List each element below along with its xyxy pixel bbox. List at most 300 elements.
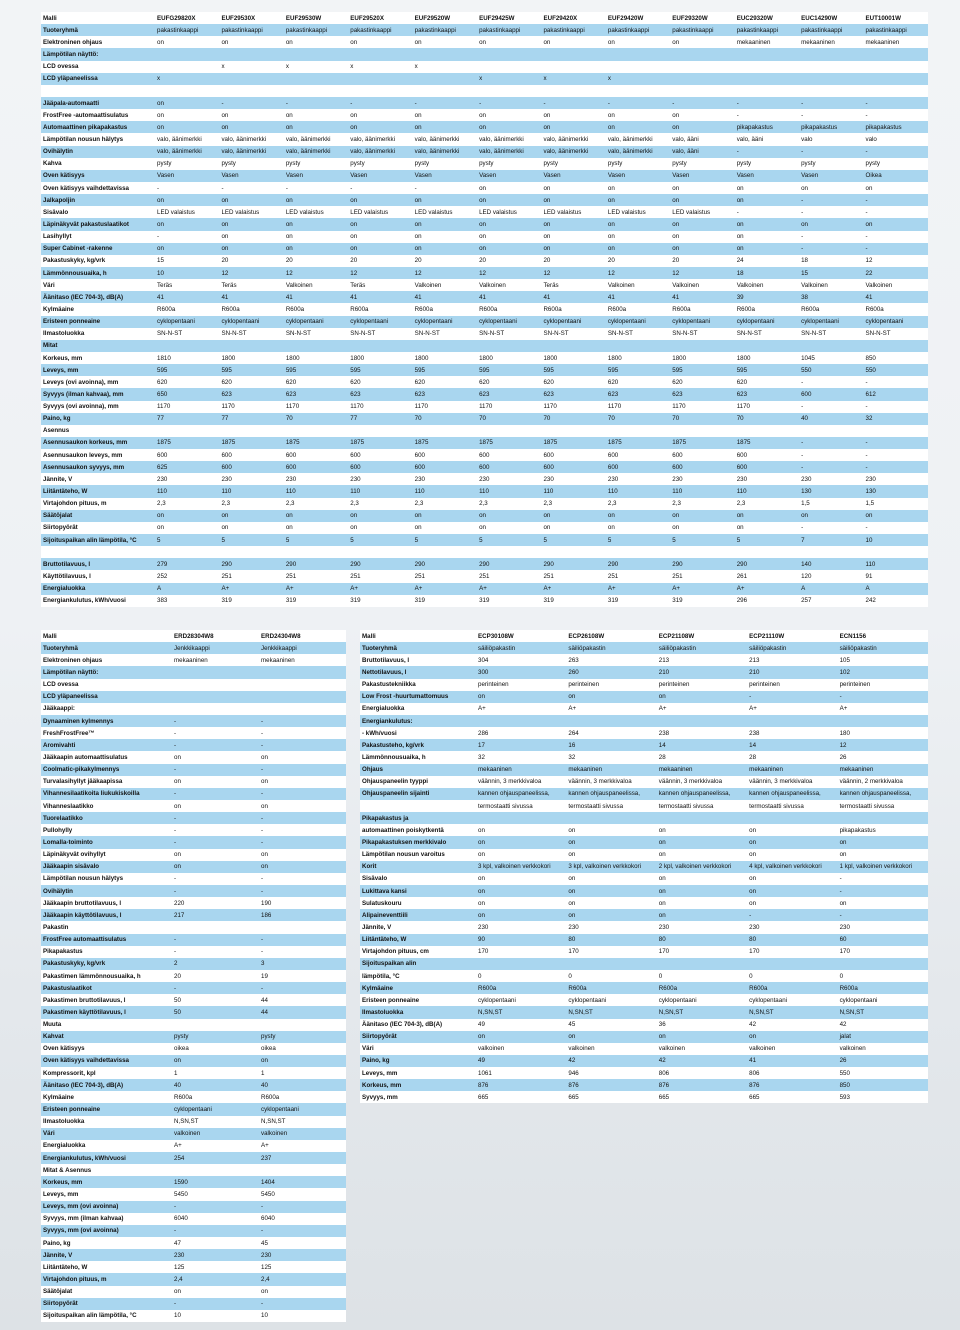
row-label: Dynaaminen kylmennys [41, 715, 172, 727]
value-cell: 254 [172, 1152, 259, 1164]
value-cell: R600a [864, 303, 929, 315]
value-cell: 110 [413, 485, 477, 497]
value-cell: - [284, 182, 348, 194]
value-cell: on [348, 109, 412, 121]
row-label: FrostFree -automaattisulatus [41, 109, 155, 121]
value-cell: - [838, 909, 928, 921]
value-cell: 42 [566, 1055, 656, 1067]
value-cell [477, 48, 541, 60]
value-cell: on [606, 231, 670, 243]
value-cell: 600 [670, 449, 734, 461]
value-cell [670, 85, 734, 97]
header-row [41, 630, 346, 642]
row-label: Siirtopyörät [41, 1298, 172, 1310]
value-cell: mekaaninen [838, 764, 928, 776]
value-cell [172, 691, 259, 703]
value-cell: 28 [657, 751, 747, 763]
value-cell: A+ [476, 703, 566, 715]
value-cell: 230 [476, 921, 566, 933]
table-row [41, 1006, 346, 1018]
value-cell [259, 703, 346, 715]
row-label: Jännite, V [41, 1249, 172, 1261]
value-cell: SN-N-ST [606, 328, 670, 340]
value-cell: A [155, 583, 219, 595]
value-cell: - [172, 788, 259, 800]
value-cell: - [864, 437, 929, 449]
value-cell: LED valaistus [670, 206, 734, 218]
table-row [41, 1079, 346, 1091]
value-cell: on [413, 231, 477, 243]
value-cell: pysty [670, 158, 734, 170]
value-cell: x [477, 73, 541, 85]
value-cell: - [259, 739, 346, 751]
value-cell: on [477, 231, 541, 243]
value-cell [606, 340, 670, 352]
value-cell: A+ [838, 703, 928, 715]
value-cell: 12 [284, 267, 348, 279]
value-cell: cyklopentaani [541, 316, 605, 328]
value-cell: 600 [799, 388, 863, 400]
value-cell: - [864, 449, 929, 461]
value-cell: SN-N-ST [219, 328, 283, 340]
table-row [41, 1031, 346, 1043]
value-cell: 1875 [348, 437, 412, 449]
model-header-cell: EUC29320W [735, 12, 799, 24]
value-cell [735, 61, 799, 73]
value-cell: on [799, 510, 863, 522]
row-label: Pikapakastus ja [360, 812, 476, 824]
value-cell: 213 [657, 654, 747, 666]
row-label: Lämpötilan nousun varoitus [360, 849, 476, 861]
row-label: Coolmatic-pikakylmennys [41, 764, 172, 776]
table-row [41, 401, 928, 413]
value-cell: pakastinkaappi [735, 24, 799, 36]
model-header-cell: EUF29420X [541, 12, 605, 24]
value-cell: 1 [172, 1067, 259, 1079]
value-cell: on [735, 194, 799, 206]
value-cell: 595 [541, 364, 605, 376]
header-row [360, 630, 928, 642]
value-cell: 80 [657, 934, 747, 946]
value-cell: 620 [606, 376, 670, 388]
value-cell [413, 48, 477, 60]
model-header-cell: ERD24304W8 [259, 630, 346, 642]
value-cell: - [799, 376, 863, 388]
value-cell: 665 [747, 1091, 837, 1103]
value-cell: on [219, 243, 283, 255]
value-cell [657, 958, 747, 970]
value-cell: on [413, 194, 477, 206]
value-cell: 623 [670, 388, 734, 400]
value-cell: x [606, 73, 670, 85]
value-cell: - [259, 885, 346, 897]
value-cell: 130 [799, 485, 863, 497]
value-cell: 242 [864, 595, 929, 607]
value-cell: 42 [838, 1019, 928, 1031]
value-cell: 3 kpl, valkoinen verkkokori [476, 861, 566, 873]
value-cell: valo, ääni [670, 146, 734, 158]
value-cell: jalat [838, 1031, 928, 1043]
model-header-cell: ECN1156 [838, 630, 928, 642]
value-cell: R600a [259, 1091, 346, 1103]
value-cell: A+ [566, 703, 656, 715]
row-label: Ohjauspaneelin tyyppi [360, 776, 476, 788]
value-cell: 40 [259, 1079, 346, 1091]
value-cell: 319 [541, 595, 605, 607]
value-cell: 620 [670, 376, 734, 388]
value-cell: 1875 [606, 437, 670, 449]
value-cell: Vasen [670, 170, 734, 182]
value-cell [172, 1164, 259, 1176]
value-cell: A+ [657, 703, 747, 715]
value-cell: 238 [657, 727, 747, 739]
value-cell: 41 [747, 1055, 837, 1067]
value-cell: 41 [155, 291, 219, 303]
row-label: lämpötila, °C [360, 970, 476, 982]
value-cell [799, 425, 863, 437]
value-cell [838, 715, 928, 727]
row-label: Jääkaapin automaattisulatus [41, 751, 172, 763]
value-cell: on [172, 1286, 259, 1298]
value-cell: on [657, 897, 747, 909]
value-cell: 1061 [476, 1067, 566, 1079]
table-row [360, 994, 928, 1006]
table-row [360, 812, 928, 824]
value-cell: valo, äänimerkki [541, 146, 605, 158]
value-cell: R600a [413, 303, 477, 315]
table-row [360, 666, 928, 678]
row-label: Asennus [41, 425, 155, 437]
value-cell: 12 [219, 267, 283, 279]
value-cell: on [670, 522, 734, 534]
value-cell: 319 [219, 595, 283, 607]
value-cell: on [747, 836, 837, 848]
value-cell [219, 73, 283, 85]
value-cell: on [735, 243, 799, 255]
value-cell: - [172, 946, 259, 958]
value-cell: A+ [172, 1140, 259, 1152]
table-row [360, 873, 928, 885]
value-cell: on [566, 1031, 656, 1043]
value-cell: N,SN,ST [259, 1116, 346, 1128]
value-cell: 319 [413, 595, 477, 607]
value-cell: 20 [541, 255, 605, 267]
table-row [41, 885, 346, 897]
table-row [41, 679, 346, 691]
value-cell: 876 [747, 1079, 837, 1091]
row-label: Ilmastoluokka [41, 1116, 172, 1128]
value-cell: on [348, 218, 412, 230]
table-row [41, 170, 928, 182]
value-cell: 230 [799, 473, 863, 485]
value-cell: 80 [566, 934, 656, 946]
value-cell: 41 [606, 291, 670, 303]
value-cell: 3 [259, 958, 346, 970]
table-row [41, 303, 928, 315]
value-cell: 16 [566, 739, 656, 751]
model-header-cell: EUC14290W [799, 12, 863, 24]
value-cell: on [477, 522, 541, 534]
table-row [360, 751, 928, 763]
value-cell: 12 [606, 267, 670, 279]
value-cell: 12 [477, 267, 541, 279]
model-header-cell: EUF29520W [413, 12, 477, 24]
value-cell: on [348, 36, 412, 48]
value-cell: 12 [670, 267, 734, 279]
value-cell: R600a [348, 303, 412, 315]
value-cell: kannen ohjauspaneelissa, [747, 788, 837, 800]
value-cell: Valkoinen [735, 279, 799, 291]
table-row [41, 437, 928, 449]
value-cell: on [799, 182, 863, 194]
value-cell: - [259, 982, 346, 994]
row-label: Jääkaappi: [41, 703, 172, 715]
value-cell: on [476, 836, 566, 848]
value-cell [219, 425, 283, 437]
value-cell: - [259, 788, 346, 800]
value-cell: on [284, 510, 348, 522]
value-cell: on [838, 849, 928, 861]
value-cell: 595 [670, 364, 734, 376]
value-cell: on [476, 897, 566, 909]
table-row [360, 1031, 928, 1043]
value-cell: on [477, 182, 541, 194]
value-cell: 5 [284, 534, 348, 546]
value-cell: on [566, 824, 656, 836]
value-cell: 18 [799, 255, 863, 267]
value-cell: - [838, 885, 928, 897]
table-row [360, 776, 928, 788]
value-cell: on [259, 751, 346, 763]
value-cell [348, 73, 412, 85]
value-cell: 251 [219, 570, 283, 582]
value-cell [735, 73, 799, 85]
value-cell: on [541, 522, 605, 534]
value-cell: 26 [838, 1055, 928, 1067]
value-cell: - [799, 97, 863, 109]
value-cell: 623 [284, 388, 348, 400]
row-label: Syvyys (ovi avoinna), mm [41, 401, 155, 413]
value-cell: 600 [541, 461, 605, 473]
value-cell: on [541, 510, 605, 522]
value-cell: 612 [864, 388, 929, 400]
value-cell [838, 958, 928, 970]
value-cell: - [284, 97, 348, 109]
value-cell: - [799, 522, 863, 534]
row-label: Ovihälytin [41, 146, 155, 158]
value-cell: 595 [348, 364, 412, 376]
value-cell [606, 546, 670, 558]
value-cell: 12 [864, 255, 929, 267]
value-cell [284, 340, 348, 352]
table-row [41, 388, 928, 400]
value-cell [566, 958, 656, 970]
value-cell: - [172, 715, 259, 727]
value-cell: 1800 [670, 352, 734, 364]
header-row [41, 12, 928, 24]
value-cell [413, 340, 477, 352]
value-cell: SN-N-ST [155, 328, 219, 340]
table-row [41, 1116, 346, 1128]
value-cell: 180 [838, 727, 928, 739]
value-cell: 2,3 [735, 498, 799, 510]
value-cell: on [566, 849, 656, 861]
table-row [360, 885, 928, 897]
table-row [360, 982, 928, 994]
value-cell: on [670, 231, 734, 243]
row-label: Oven kätisyys [41, 1043, 172, 1055]
value-cell: 19 [259, 970, 346, 982]
value-cell: on [541, 231, 605, 243]
row-label: Automaattinen pikapakastus [41, 121, 155, 133]
row-label: Syvyys, mm (ilman kahvaa) [41, 1213, 172, 1225]
value-cell: Vasen [413, 170, 477, 182]
value-cell: on [477, 36, 541, 48]
value-cell: on [566, 885, 656, 897]
value-cell: valkoinen [657, 1043, 747, 1055]
table-row [41, 316, 928, 328]
row-label: Energialuokka [41, 1140, 172, 1152]
value-cell: on [747, 849, 837, 861]
value-cell: - [172, 873, 259, 885]
table-row [41, 48, 928, 60]
value-cell: 130 [864, 485, 929, 497]
value-cell: 595 [413, 364, 477, 376]
value-cell: kannen ohjauspaneelissa, [476, 788, 566, 800]
value-cell [864, 425, 929, 437]
row-label: Tuoteryhmä [41, 24, 155, 36]
value-cell [413, 425, 477, 437]
value-cell: 595 [219, 364, 283, 376]
value-cell: 1800 [735, 352, 799, 364]
table-row [41, 1273, 346, 1285]
value-cell: R600a [172, 1091, 259, 1103]
value-cell: pikapakastus [864, 121, 929, 133]
row-label: Väri [41, 279, 155, 291]
value-cell: LED valaistus [413, 206, 477, 218]
value-cell: A+ [747, 703, 837, 715]
table-row [41, 727, 346, 739]
value-cell [670, 340, 734, 352]
value-cell: 7 [799, 534, 863, 546]
value-cell: 217 [172, 909, 259, 921]
row-label: Siirtopyörät [360, 1031, 476, 1043]
table-row [360, 824, 928, 836]
table-row [360, 970, 928, 982]
table-row [41, 291, 928, 303]
table-row [41, 1091, 346, 1103]
value-cell: säiliöpakastin [476, 642, 566, 654]
value-cell: 230 [670, 473, 734, 485]
value-cell: cyklopentaani [477, 316, 541, 328]
value-cell: on [172, 800, 259, 812]
value-cell [566, 812, 656, 824]
value-cell: 252 [155, 570, 219, 582]
value-cell [864, 48, 929, 60]
value-cell: 319 [348, 595, 412, 607]
value-cell: A+ [735, 583, 799, 595]
value-cell: pysty [864, 158, 929, 170]
value-cell: on [747, 824, 837, 836]
row-label: - kWh/vuosi [360, 727, 476, 739]
value-cell: 41 [284, 291, 348, 303]
value-cell: 620 [348, 376, 412, 388]
row-label: Leveys, mm [360, 1067, 476, 1079]
value-cell: A+ [219, 583, 283, 595]
row-label: Pikapakastuksen merkkivalo [360, 836, 476, 848]
value-cell: 102 [838, 666, 928, 678]
table-row [41, 1128, 346, 1140]
value-cell: 1875 [155, 437, 219, 449]
value-cell: 620 [541, 376, 605, 388]
value-cell: 20 [477, 255, 541, 267]
value-cell: on [155, 510, 219, 522]
value-cell: 1800 [413, 352, 477, 364]
value-cell [838, 812, 928, 824]
value-cell: pakastinkaappi [799, 24, 863, 36]
value-cell: 3 kpl, valkoinen verkkokori [566, 861, 656, 873]
value-cell: on [259, 1286, 346, 1298]
value-cell: kannen ohjauspaneelissa, [838, 788, 928, 800]
value-cell: 623 [606, 388, 670, 400]
value-cell: 32 [566, 751, 656, 763]
value-cell: 70 [413, 413, 477, 425]
value-cell: 620 [155, 376, 219, 388]
value-cell: 290 [284, 558, 348, 570]
value-cell: on [259, 1055, 346, 1067]
row-label: Korkeus, mm [41, 1176, 172, 1188]
table-row [41, 958, 346, 970]
value-cell: 600 [477, 449, 541, 461]
value-cell: 238 [747, 727, 837, 739]
value-cell: 91 [864, 570, 929, 582]
value-cell: on [284, 121, 348, 133]
value-cell: 600 [348, 461, 412, 473]
value-cell: on [657, 909, 747, 921]
value-cell: valo, äänimerkki [477, 133, 541, 145]
value-cell [155, 340, 219, 352]
value-cell: 251 [541, 570, 605, 582]
value-cell: - [735, 109, 799, 121]
value-cell: on [155, 97, 219, 109]
value-cell: 290 [219, 558, 283, 570]
value-cell: säiliöpakastin [657, 642, 747, 654]
value-cell: on [657, 849, 747, 861]
value-cell: 595 [735, 364, 799, 376]
value-cell: - [864, 461, 929, 473]
value-cell: on [219, 218, 283, 230]
row-label: LCD ovessa [41, 61, 155, 73]
value-cell: 600 [670, 461, 734, 473]
row-label: Virtajohdon pituus, m [41, 498, 155, 510]
value-cell: 70 [541, 413, 605, 425]
value-cell [670, 61, 734, 73]
value-cell: 1,5 [864, 498, 929, 510]
value-cell [735, 546, 799, 558]
table-row [41, 413, 928, 425]
table-row [41, 146, 928, 158]
value-cell: valo, äänimerkki [413, 133, 477, 145]
row-label: Eristeen ponneaine [41, 316, 155, 328]
row-label [360, 800, 476, 812]
value-cell: mekaaninen [799, 36, 863, 48]
value-cell: on [606, 218, 670, 230]
value-cell: 595 [155, 364, 219, 376]
value-cell: Teräs [155, 279, 219, 291]
value-cell [657, 715, 747, 727]
row-label: Pakastustekniikka [360, 679, 476, 691]
value-cell: on [476, 849, 566, 861]
